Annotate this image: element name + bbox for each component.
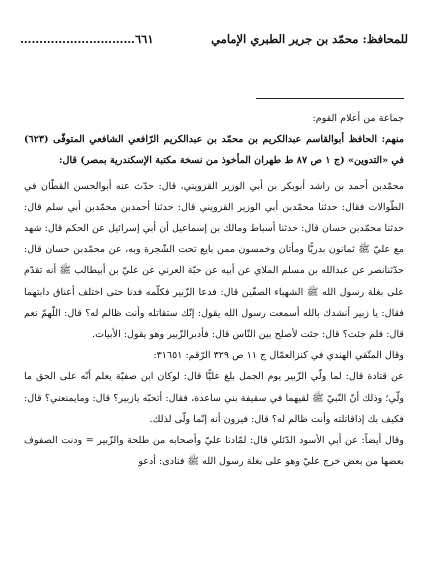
page-header <box>20 32 408 46</box>
paragraph-source: منهم: الحافظ أبوالقاسم عبدالكريم بن محمّد بن عبدالكريم الرّافعي الشافعي المتوفّى (٦٢٣) في «التدوين» (ج ١ ص ٨٧ ط طهران المأخوذ من نسخة مكتبة الإسكندرية بمصر) قال: <box>24 134 404 167</box>
page-number: ٦٦١ <box>135 32 154 46</box>
paragraph-abul-aswad: وقال أيضاً: عن أبي الأسود الدّئلي قال: لمّادنا عليّ وأصحابه من طلحة والزّبير = ودنت الصفوف بعضها من بعض خرج عليّ وهو على بغلة رسول الله ﷺ فنادى: أدعو <box>24 435 404 468</box>
paragraph-intro: جماعة من أعلام القوم: <box>312 113 404 124</box>
paragraph-qatada: عن قتادة قال: لما ولّي الزّبير يوم الجمل بلغ عليًّا قال: لوكان ابن صفيّة يعلم أنّه على الحق ما ولّي؛ وذلك أنّ النّبيّ ﷺ لقيهما في سقيفة بني ساعدة، فقال: أتحبّه يازبير؟ قال: ومايمنعني؟ قال: فكيف بك إذاقاتلته وأنت ظالم له؟ قال: فيرون أنه إنّما ولّى لذلك. <box>24 371 404 425</box>
body-text <box>24 108 404 472</box>
page-number-group <box>20 32 154 46</box>
section-divider <box>256 98 404 99</box>
paragraph-narration: محمّدبن أحمد بن راشد أبوبكر بن أبي الوزير القزويني، قال: حدّث عنه أبوالحسن القطّان في الطّوالات فقال: حدثنا محمّدبن أبي الوزير القزويني قال: حدثنا أحمدبن محمّدبن أبي سلم قال: حدثنا محمّدبن حسان قال: حدثنا أسباط ومالك بن إسماعيل أن أبي إسرائيل عن الحكم قال: شهد مع عليّ ﷺ ثمانون بدريًّا ومأتان وخمسون ممن بايع تحت الشّجرة وبه، عن محمّدبن حسان قال: حدّثنانصر عن عبدالله بن مسلم الملاي عن أبيه عن حبّة العرني عن عليّ بن أبيطالب ﷺ أنه تقدّم على بغلة رسول الله ﷺ الشهباء الصفّين قال: فدعا الزّبير فكلّمه فدنا حتى اختلف أعناق دابتهما فقال: يا زبير أنشدك بالله أسمعت رسول الله يقول: إنّك ستقاتله وأنت ظالم له؟ قال: اللّهمّ نعم قال: فلم جئت؟ قال: جئت لأصلح بين النّاس قال: فأدبرالزّبير وهو يقول: الأبيات. <box>24 180 404 341</box>
paragraph-reference: وقال المتّقي الهندي في كنزالعمّال ج ١١ ص ٣٢٩ الرّقم: ٣١٦٥١: <box>153 350 404 362</box>
leader-dots: ………………………… <box>20 32 135 46</box>
running-title: للمحافظ: محمّد بن جرير الطبري الإمامي <box>211 32 408 46</box>
